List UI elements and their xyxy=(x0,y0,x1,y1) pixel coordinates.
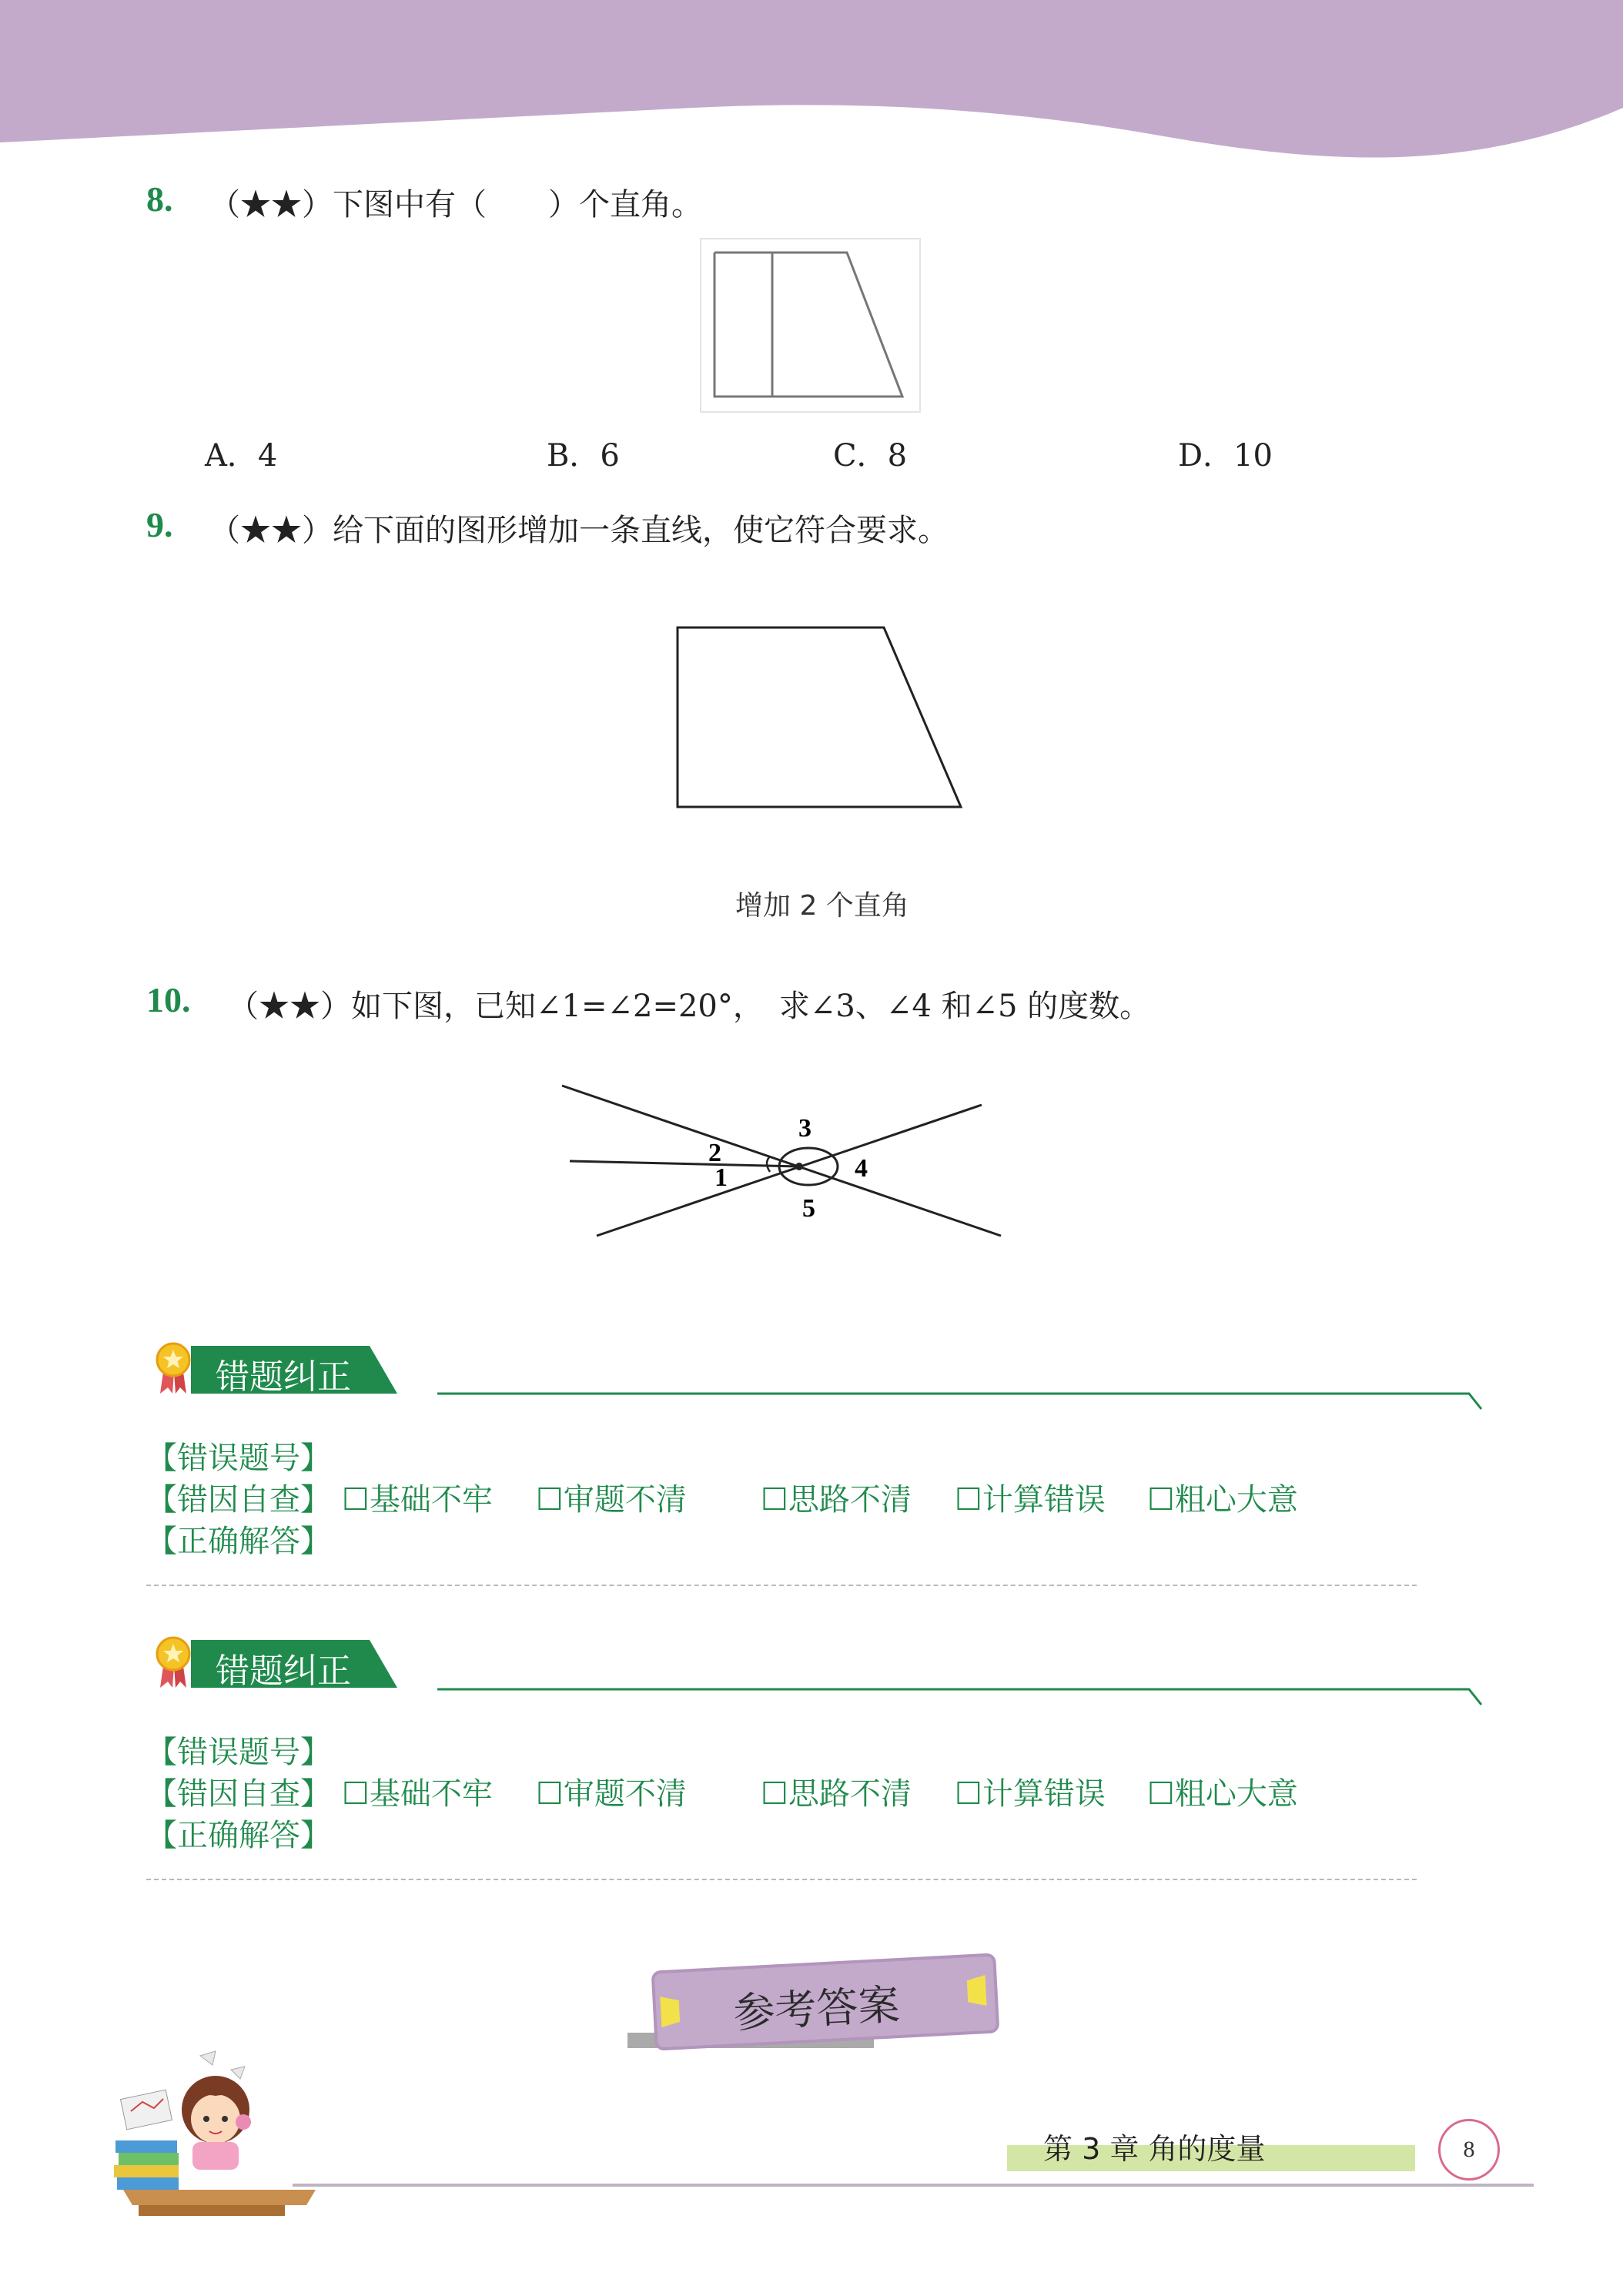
page-number: 8 xyxy=(1463,2137,1475,2162)
answer-banner-label: 参考答案 xyxy=(731,1980,901,2038)
correction-divider xyxy=(146,1879,1417,1880)
question-8-number: 8. xyxy=(146,179,173,219)
header-wave xyxy=(0,0,1623,169)
page-number-circle xyxy=(1438,2119,1500,2181)
cause-option-basics[interactable]: ☐基础不牢 xyxy=(342,1776,493,1812)
correction-divider xyxy=(146,1585,1417,1586)
angle-label-1: 1 xyxy=(714,1163,728,1192)
correction-header-line xyxy=(437,1682,1484,1712)
cause-option-calculation[interactable]: ☐计算错误 xyxy=(955,1482,1106,1518)
angle-label-4: 4 xyxy=(855,1154,868,1183)
cause-option-thinking[interactable]: ☐思路不清 xyxy=(761,1482,912,1518)
correct-answer-label: 【正确解答】 xyxy=(146,1818,331,1853)
wrong-number-label: 【错误题号】 xyxy=(146,1441,331,1476)
question-10-number: 10. xyxy=(146,980,191,1019)
cause-option-reading[interactable]: ☐审题不清 xyxy=(536,1776,687,1812)
question-9-number: 9. xyxy=(146,505,173,544)
footer-chapter-title: 第 3 章 角的度量 xyxy=(1043,2132,1266,2166)
correction-title: 错题纠正 xyxy=(216,1652,351,1691)
correct-answer-label: 【正确解答】 xyxy=(146,1524,331,1559)
cause-option-basics[interactable]: ☐基础不牢 xyxy=(342,1482,493,1518)
angle-label-2: 2 xyxy=(708,1139,721,1167)
correction-header-line xyxy=(437,1386,1484,1417)
question-8-option-c[interactable]: C．8 xyxy=(833,438,908,474)
question-9-text: （★★）给下面的图形增加一条直线，使它符合要求。 xyxy=(209,513,949,548)
question-8-option-d[interactable]: D．10 xyxy=(1178,438,1273,474)
cause-option-careless[interactable]: ☐粗心大意 xyxy=(1147,1482,1298,1518)
answer-banner xyxy=(651,1953,1000,2050)
wrong-number-label: 【错误题号】 xyxy=(146,1735,331,1770)
angle-label-5: 5 xyxy=(802,1194,815,1223)
question-8-text: （★★）下图中有（ ）个直角。 xyxy=(209,187,702,223)
question-9-trapezoid xyxy=(670,620,970,812)
question-8-option-b[interactable]: B．6 xyxy=(547,438,620,474)
girl-reading-illustration xyxy=(108,2048,323,2217)
medal-icon xyxy=(154,1341,192,1395)
footer-line xyxy=(293,2184,1534,2187)
correction-title: 错题纠正 xyxy=(216,1357,351,1397)
cause-option-careless[interactable]: ☐粗心大意 xyxy=(1147,1776,1298,1812)
medal-icon xyxy=(154,1635,192,1689)
cause-option-calculation[interactable]: ☐计算错误 xyxy=(955,1776,1106,1812)
angle-label-3: 3 xyxy=(798,1114,812,1143)
question-8-option-a[interactable]: A．4 xyxy=(205,438,278,474)
question-8-figure xyxy=(701,239,920,412)
question-10-text: （★★）如下图，已知∠1=∠2=20°， 求∠3、∠4 和∠5 的度数。 xyxy=(228,989,1151,1024)
question-9-caption: 增加 2 个直角 xyxy=(735,890,909,922)
question-10-angle-figure xyxy=(554,1070,1016,1255)
cause-label: 【错因自查】 xyxy=(146,1776,331,1812)
cause-option-thinking[interactable]: ☐思路不清 xyxy=(761,1776,912,1812)
banner-right-flag xyxy=(966,1975,986,2006)
banner-left-flag xyxy=(660,1996,680,2027)
cause-label: 【错因自查】 xyxy=(146,1482,331,1518)
cause-option-reading[interactable]: ☐审题不清 xyxy=(536,1482,687,1518)
